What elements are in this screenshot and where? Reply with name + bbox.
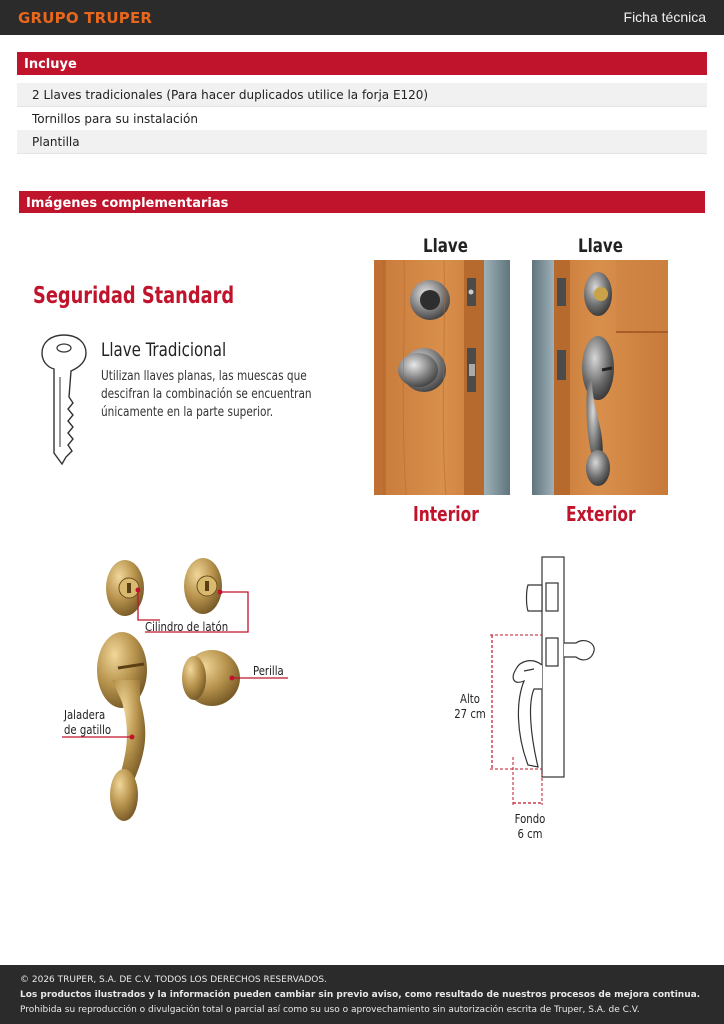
callout-cilindro: Cilindro de latón bbox=[145, 619, 229, 634]
footer-notice: Los productos ilustrados y la información pueden cambiar sin previo aviso, como resultado de nuestros procesos de mejora continua. bbox=[20, 990, 701, 1000]
dimensions-diagram bbox=[480, 553, 600, 813]
photo-label-exterior: Exterior bbox=[566, 502, 636, 526]
key-type-title: Llave Tradicional bbox=[101, 339, 227, 361]
dimension-alto: Alto 27 cm bbox=[454, 691, 486, 721]
interior-door-photo bbox=[374, 260, 510, 495]
section-header-incluye: Incluye bbox=[17, 52, 707, 75]
footer-copyright: © 2026 TRUPER, S.A. DE C.V. TODOS LOS DERECHOS RESERVADOS. bbox=[20, 975, 327, 985]
photo-label-interior: Interior bbox=[413, 502, 479, 526]
list-item: Tornillos para su instalación bbox=[17, 107, 707, 131]
photo-label-llave: Llave bbox=[578, 235, 623, 257]
list-item: Plantilla bbox=[17, 130, 707, 154]
doc-type-label: Ficha técnica bbox=[623, 9, 706, 25]
dimension-fondo: Fondo 6 cm bbox=[514, 811, 546, 841]
hardware-parts-illustration bbox=[60, 550, 300, 830]
exterior-door-photo bbox=[532, 260, 668, 495]
list-item: 2 Llaves tradicionales (Para hacer duplicados utilice la forja E120) bbox=[17, 83, 707, 107]
callout-jaladera: Jaladera de gatillo bbox=[64, 707, 112, 737]
section-header-imagenes: Imágenes complementarias bbox=[19, 191, 705, 213]
key-type-description: Utilizan llaves planas, las muescas que descifran la combinación se encuentran únicamente en la parte superior. bbox=[101, 369, 312, 420]
key-icon bbox=[38, 333, 90, 467]
top-bar bbox=[0, 0, 724, 35]
brand-logo: GRUPO TRUPER bbox=[18, 9, 153, 27]
photo-label-llave: Llave bbox=[423, 235, 468, 257]
footer bbox=[0, 965, 724, 1024]
security-level-title: Seguridad Standard bbox=[33, 283, 235, 309]
callout-perilla: Perilla bbox=[253, 663, 284, 678]
footer-legal: Prohibida su reproducción o divulgación total o parcial así como su uso o aprovechamiento sin autorización escrita de Truper, S.A. de C.V. bbox=[20, 1005, 640, 1015]
